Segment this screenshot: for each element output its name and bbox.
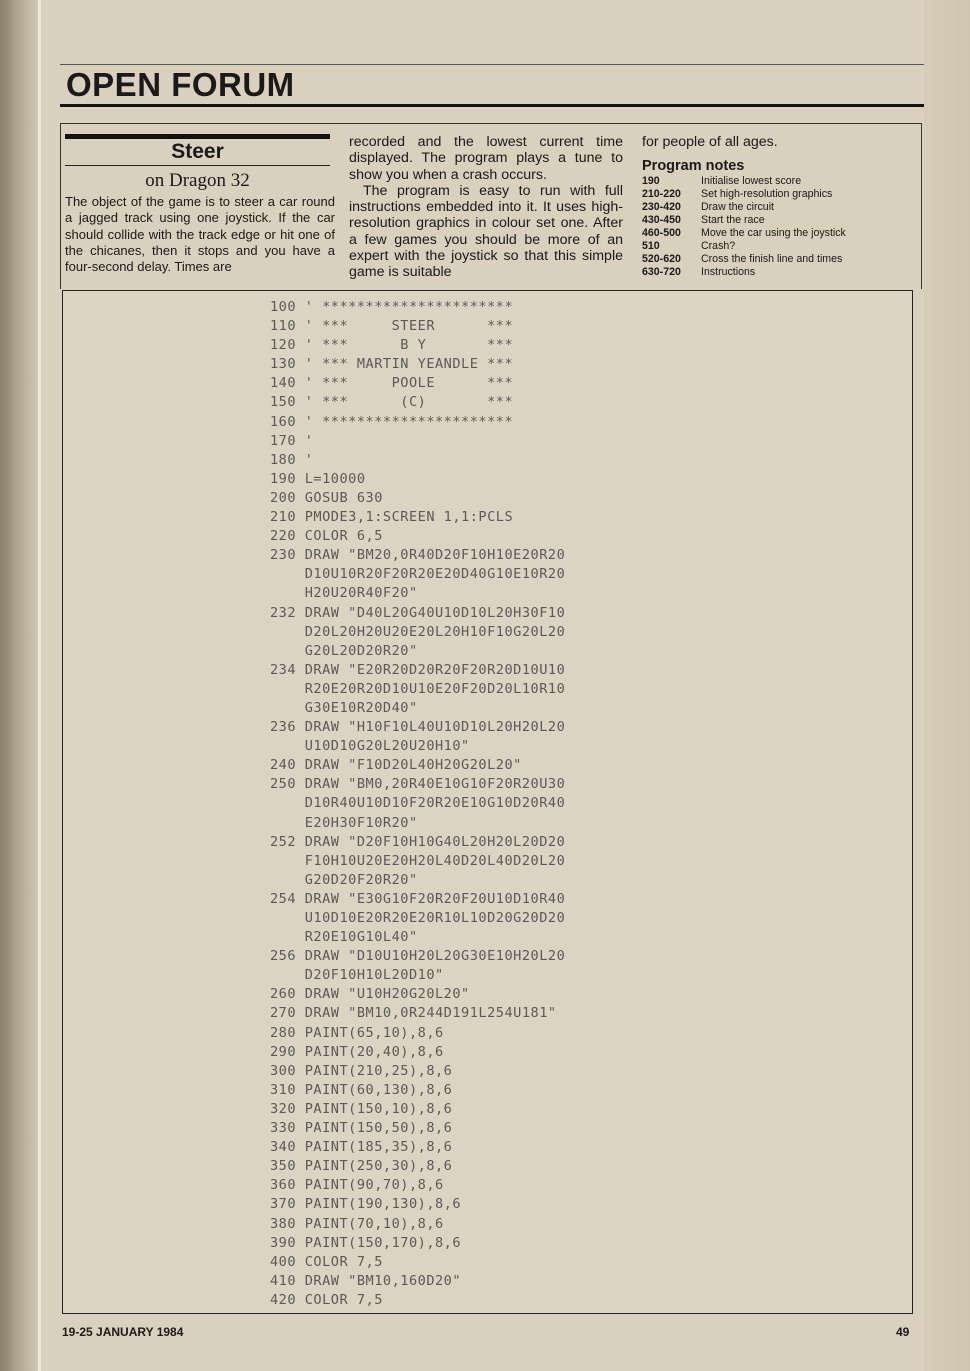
code-line: 130 ' *** MARTIN YEANDLE *** bbox=[270, 356, 514, 373]
section-title: OPEN FORUM bbox=[66, 66, 295, 103]
program-note-description: Set high-resolution graphics bbox=[701, 188, 833, 201]
program-notes-list bbox=[642, 175, 917, 279]
article-column-3 bbox=[642, 134, 917, 279]
code-line: 300 PAINT(210,25),8,6 bbox=[270, 1062, 453, 1079]
code-line: R20E20R20D10U10E20F20D20L10R10 bbox=[270, 680, 566, 697]
program-note-description: Cross the finish line and times bbox=[701, 253, 843, 266]
issue-date: 19-25 JANUARY 1984 bbox=[62, 1325, 184, 1339]
code-line: 250 DRAW "BM0,20R40E10G10F20R20U30 bbox=[270, 776, 566, 793]
code-line: 200 GOSUB 630 bbox=[270, 489, 383, 506]
code-line: 290 PAINT(20,40),8,6 bbox=[270, 1043, 444, 1060]
code-line: 256 DRAW "D10U10H20L20G30E10H20L20 bbox=[270, 948, 566, 965]
program-note-row bbox=[642, 188, 917, 201]
program-note-row bbox=[642, 227, 917, 240]
program-note-lines: 190 bbox=[642, 175, 660, 188]
article-title: Steer bbox=[171, 140, 224, 163]
code-line: R20E10G10L40" bbox=[270, 929, 418, 946]
code-line: 220 COLOR 6,5 bbox=[270, 528, 383, 545]
code-line: 370 PAINT(190,130),8,6 bbox=[270, 1196, 462, 1213]
code-line: 236 DRAW "H10F10L40U10D10L20H20L20 bbox=[270, 719, 566, 736]
code-line: G20D20F20R20" bbox=[270, 871, 418, 888]
article-column-2 bbox=[349, 134, 623, 281]
code-line: 330 PAINT(150,50),8,6 bbox=[270, 1120, 453, 1137]
header-rule-bottom bbox=[60, 104, 924, 107]
article-column-1 bbox=[65, 131, 335, 275]
program-note-lines: 460-500 bbox=[642, 227, 681, 240]
program-note-lines: 230-420 bbox=[642, 201, 681, 214]
program-note-lines: 210-220 bbox=[642, 188, 681, 201]
page-edge bbox=[38, 0, 41, 1371]
code-line: 234 DRAW "E20R20D20R20F20R20D10U10 bbox=[270, 661, 566, 678]
code-line: 400 COLOR 7,5 bbox=[270, 1253, 383, 1270]
program-note-description: Crash? bbox=[701, 240, 736, 253]
code-line: E20H30F10R20" bbox=[270, 814, 418, 831]
code-line: 150 ' *** (C) *** bbox=[270, 394, 514, 411]
binding-spine bbox=[0, 0, 40, 1371]
page-number: 49 bbox=[896, 1325, 910, 1339]
program-note-lines: 630-720 bbox=[642, 266, 681, 279]
code-line: 270 DRAW "BM10,0R244D191L254U181" bbox=[270, 1005, 557, 1022]
program-note-description: Instructions bbox=[701, 266, 756, 279]
article-body-col1: The object of the game is to steer a car round a jagged track using one joystick. If the car should collide with the track edge or hit one of the chicanes, then it stops and you have a four-second delay. Times are bbox=[65, 194, 335, 275]
code-line: 280 PAINT(65,10),8,6 bbox=[270, 1024, 444, 1041]
code-line: 210 PMODE3,1:SCREEN 1,1:PCLS bbox=[270, 509, 514, 526]
code-line: 160 ' ********************** bbox=[270, 413, 514, 430]
code-line: 410 DRAW "BM10,160D20" bbox=[270, 1272, 462, 1289]
program-note-description: Start the race bbox=[701, 214, 765, 227]
code-line: D10R40U10D10F20R20E10G10D20R40 bbox=[270, 795, 566, 812]
program-note-row bbox=[642, 240, 917, 253]
code-line: 390 PAINT(150,170),8,6 bbox=[270, 1234, 462, 1251]
code-line: 260 DRAW "U10H20G20L20" bbox=[270, 986, 470, 1003]
code-line: 350 PAINT(250,30),8,6 bbox=[270, 1158, 453, 1175]
program-note-description: Move the car using the joystick bbox=[701, 227, 846, 240]
code-line: 232 DRAW "D40L20G40U10D10L20H30F10 bbox=[270, 604, 566, 621]
article-body-col3: for people of all ages. bbox=[642, 134, 778, 150]
program-note-lines: 510 bbox=[642, 240, 660, 253]
code-line: 170 ' bbox=[270, 432, 314, 449]
code-line: F10H10U20E20H20L40D20L40D20L20 bbox=[270, 852, 566, 869]
program-note-row bbox=[642, 201, 917, 214]
code-line: H20U20R40F20" bbox=[270, 585, 418, 602]
program-note-row bbox=[642, 253, 917, 266]
code-line: 340 PAINT(185,35),8,6 bbox=[270, 1139, 453, 1156]
code-line: 360 PAINT(90,70),8,6 bbox=[270, 1177, 444, 1194]
facing-page-edge bbox=[924, 0, 970, 1371]
code-line: D20L20H20U20E20L20H10F10G20L20 bbox=[270, 623, 566, 640]
program-note-row bbox=[642, 175, 917, 188]
code-line: 380 PAINT(70,10),8,6 bbox=[270, 1215, 444, 1232]
program-note-lines: 520-620 bbox=[642, 253, 681, 266]
program-note-row bbox=[642, 266, 917, 279]
code-line: 252 DRAW "D20F10H10G40L20H20L20D20 bbox=[270, 833, 566, 850]
code-line: G20L20D20R20" bbox=[270, 642, 418, 659]
basic-code-listing bbox=[270, 298, 565, 1310]
code-line: 100 ' ********************** bbox=[270, 299, 514, 315]
program-note-description: Initialise lowest score bbox=[701, 175, 802, 188]
article-subtitle: on Dragon 32 bbox=[145, 170, 250, 191]
code-line: 240 DRAW "F10D20L40H20G20L20" bbox=[270, 757, 522, 774]
code-line: U10D10E20R20E20R10L10D20G20D20 bbox=[270, 910, 566, 926]
code-line: D20F10H10L20D10" bbox=[270, 967, 444, 984]
title-rule-bottom bbox=[65, 165, 330, 166]
article-body-para2: The program is easy to run with full instructions embedded into it. It uses high-resolution graphics in colour set one. After a few games you should be more of an expert with the joystick so that this simple game is suitable bbox=[349, 182, 623, 281]
code-line: 310 PAINT(60,130),8,6 bbox=[270, 1081, 453, 1098]
code-line: 420 COLOR 7,5 bbox=[270, 1291, 383, 1308]
code-line: 254 DRAW "E30G10F20R20F20U10D10R40 bbox=[270, 890, 566, 907]
program-note-row bbox=[642, 214, 917, 227]
code-line: U10D10G20L20U20H10" bbox=[270, 738, 470, 755]
code-line: 120 ' *** B Y *** bbox=[270, 337, 514, 354]
code-line: 110 ' *** STEER *** bbox=[270, 318, 514, 335]
code-line: 320 PAINT(150,10),8,6 bbox=[270, 1100, 453, 1117]
code-line: D10U10R20F20R20E20D40G10E10R20 bbox=[270, 566, 566, 583]
code-line: 230 DRAW "BM20,0R40D20F10H10E20R20 bbox=[270, 547, 566, 564]
code-line: 140 ' *** POOLE *** bbox=[270, 375, 514, 392]
code-line: 180 ' bbox=[270, 451, 314, 468]
program-notes-heading: Program notes bbox=[642, 158, 745, 175]
code-line: 190 L=10000 bbox=[270, 470, 366, 487]
header-rule-top bbox=[60, 64, 924, 65]
program-note-lines: 430-450 bbox=[642, 214, 681, 227]
code-line: G30E10R20D40" bbox=[270, 699, 418, 716]
program-note-description: Draw the circuit bbox=[701, 201, 774, 214]
article-body-para1: recorded and the lowest current time displayed. The program plays a tune to show you when a crash occurs. bbox=[349, 134, 623, 183]
